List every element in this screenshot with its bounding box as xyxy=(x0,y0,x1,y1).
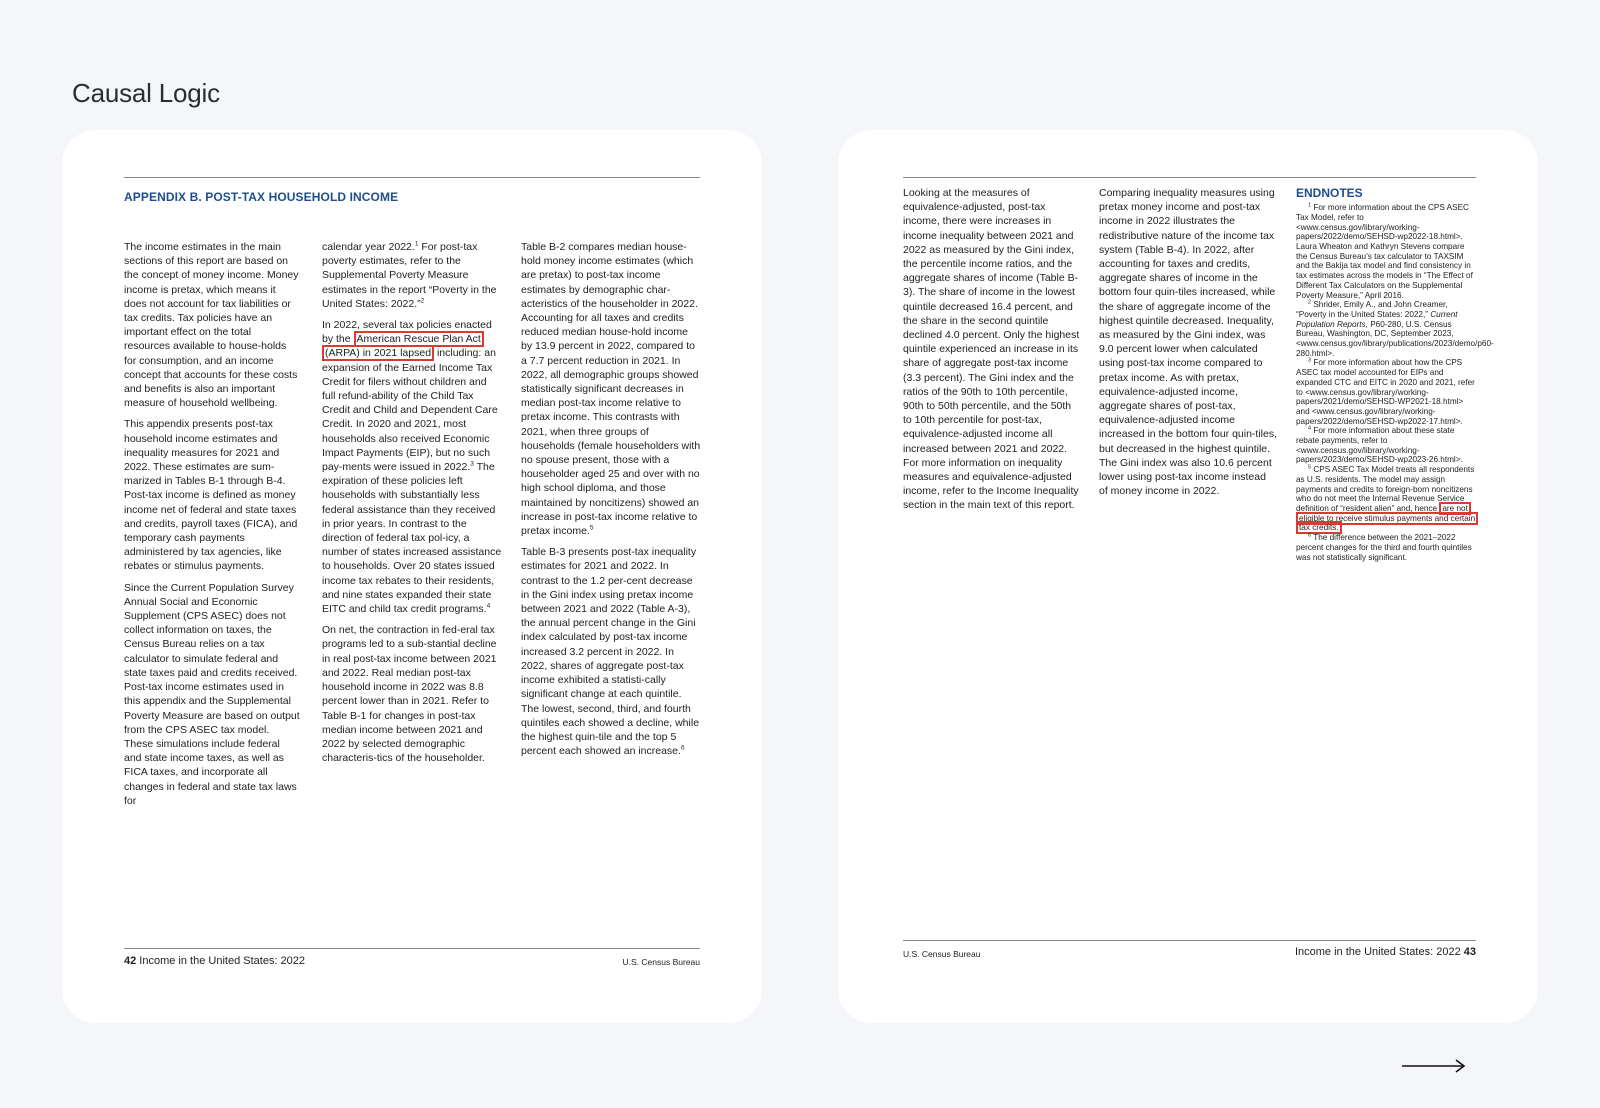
footer-title: 42 Income in the United States: 2022 xyxy=(124,955,306,967)
paragraph: The income estimates in the main sections of this report are based on the concept of money income. Money income is pretax, which means it does not account for tax liabilities or tax credits. Tax policies have an important effect on the total resources available to house-holds for consumption, and an income concept that accounts for these costs and benefits is also an important measure of household wellbeing. xyxy=(124,241,299,410)
right-col-2 xyxy=(1099,186,1277,505)
right-col-1 xyxy=(903,186,1081,520)
footer-rule xyxy=(903,940,1476,941)
left-page-card xyxy=(62,130,762,1023)
left-col-1 xyxy=(124,240,300,815)
paragraph: calendar year 2022.$^1$ For post-tax poverty estimates, refer to the Supplemental Poverty Measure estimates in the report “Poverty in the United States: 2022.”$^2$ xyxy=(322,240,497,310)
footer-publisher: U.S. Census Bureau xyxy=(903,949,981,959)
paragraph: Looking at the measures of equivalence-adjusted, post-tax income, there were increases in income inequality between 2021 and 2022 as measured by the Gini index, the percentile income ratios, and the aggregate shares of income (Table B-3). The share of income in the lowest quintile decreased 16.4 percent, and the share in the second quintile declined 4.0 percent. Only the highest quintile experienced an increase in its share of aggregate post-tax income (3.3 percent). The Gini index and the ratios of the 90th to 10th percentile, 90th to 50th percentile, and the 50th to 10th percentile for post-tax, equivalence-adjusted income all increased between 2021 and 2022. For more information on inequality measures and equivalence-adjusted income, refer to the Income Inequality section in the main text of this report. xyxy=(903,187,1080,512)
endnote: $^5$ CPS ASEC Tax Model treats all respondents as U.S. residents. The model may assign payments and credits to foreign-born noncitizens who do not meet the Internal Revenue Service definition of “resident alien” and, hence are not eligible to receive stimulus payments and certain tax credits. xyxy=(1296,465,1476,533)
left-col-2 xyxy=(322,240,502,772)
paragraph: On net, the contraction in fed-eral tax programs led to a sub-stantial decline in real post-tax income between 2021 and 2022. Real median post-tax household income in 2022 was 8.8 percent lower than in 2021. Refer to Table B-1 for changes in post-tax median income between 2021 and 2022 by selected demographic characteris-tics of the householder. xyxy=(322,624,497,765)
highlight-box: American Rescue Plan Act (ARPA) in 2021 lapsed xyxy=(322,331,484,361)
top-rule xyxy=(124,177,700,178)
endnotes-title: ENDNOTES xyxy=(1296,186,1363,200)
endnote: $^4$ For more information about these state rebate payments, refer to <www.census.gov/library/working-papers/2023/demo/SEHSD-wp2023-26.html>. xyxy=(1296,425,1463,465)
page-title: Causal Logic xyxy=(72,78,220,108)
paragraph: Table B-2 compares median house-hold money income estimates (which are pretax) to post-tax income estimates by demographic char-acteristics of the householder in 2022. Accounting for all taxes and credits reduced median house-hold income by 13.9 percent in 2022, compared to a 7.7 percent reduction in 2021. In 2022, all demographic groups showed statistically significant decreases in median post-tax income relative to pretax income. This contrasts with 2021, when three groups of households (female householders with no spouse present, those with a householder aged 25 and over with no high school diploma, and those maintained by noncitizens) showed an increase in post-tax income relative to pretax income.$^5$ xyxy=(521,241,701,538)
arrow-right-icon[interactable] xyxy=(1402,1058,1466,1074)
paragraph: In 2022, several tax policies enacted by the American Rescue Plan Act (ARPA) in 2021 lapsed including: an expansion of the Earned Income Tax Credit for filers without children and full refund-ability of the Child Tax Credit and Child and Dependent Care Credit. In 2020 and 2021, most households also received Economic Impact Payments (EIP), but no such pay-ments were issued in 2022.$^3$ The expiration of these policies left households with substantially less federal assistance than they received in prior years. In contrast to the direction of federal tax pol-icy, a number of states increased assistance to households. Over 20 states issued income tax rebates to their residents, and nine states expanded their state EITC and child tax credit programs.$^4$ xyxy=(322,319,502,616)
paragraph: Table B-3 presents post-tax inequality estimates for 2021 and 2022. In contrast to the 1.2 per-cent decrease in the Gini index using pretax income between 2021 and 2022 (Table A-3), the annual percent change in the Gini index calculated by post-tax income increased 3.2 percent in 2022. In 2022, shares of aggregate post-tax income exhibited a statisti-cally significant change at each quintile. The lowest, second, third, and fourth quintiles each showed a decline, while the highest quin-tile and the top 5 percent each showed an increase.$^6$ xyxy=(521,546,700,758)
footer-rule xyxy=(124,948,700,949)
highlight-box: are not eligible to receive stimulus payments and certain tax credits. xyxy=(1296,502,1478,534)
endnotes xyxy=(1296,186,1494,562)
left-col-3 xyxy=(521,240,701,765)
paragraph: Since the Current Population Survey Annual Social and Economic Supplement (CPS ASEC) does not collect information on taxes, the Census Bureau relies on a tax calculator to simulate federal and state taxes paid and credits received. Post-tax income estimates used in this appendix and the Supplemental Poverty Measure are based on output from the CPS ASEC tax model. These simulations include federal and state income taxes, as well as FICA taxes, and incorporate all changes in federal and state tax laws for xyxy=(124,581,300,807)
footer-title: Income in the United States: 2022 43 xyxy=(1294,946,1476,958)
footer-publisher: U.S. Census Bureau xyxy=(622,957,700,967)
paragraph: Comparing inequality measures using pretax money income and post-tax income in 2022 illustrates the redistributive nature of the income tax system (Table B-4). In 2022, after accounting for taxes and credits, aggregate shares of income in the bottom four quin-tiles increased, while the share of aggregate income of the highest quintile decreased. Inequality, as measured by the Gini index, was 9.0 percent lower when calculated using post-tax income compared to pretax income. As with pretax, equivalence-adjusted income, aggregate shares of post-tax, equivalence-adjusted income increased in the bottom four quin-tiles, but decreased in the highest quintile. The Gini index was also 10.6 percent lower using post-tax income instead of money income in 2022. xyxy=(1099,187,1278,498)
endnote: $^2$ Shrider, Emily A., and John Creamer, “Poverty in the United States: 2022,” Current Population Reports, P60-280, U.S. Census Bureau, Washington, DC, September 2023, <www.census.gov/library/publications/2023/demo/p60-280.html>. xyxy=(1296,299,1494,358)
paragraph: This appendix presents post-tax household income estimates and inequality measures for 2021 and 2022. These estimates are sum-marized in Tables B-1 through B-4. Post-tax income is defined as money income net of federal and state taxes and credits, payroll taxes (FICA), and temporary cash payments administered by tax agencies, like rebates or stimulus payments. xyxy=(124,418,298,573)
right-page-card xyxy=(838,130,1538,1023)
appendix-title: APPENDIX B. POST-TAX HOUSEHOLD INCOME xyxy=(124,190,399,204)
endnote: $^3$ For more information about how the CPS ASEC tax model accounted for EIPs and expanded CTC and EITC in 2020 and 2021, refer to <www.census.gov/library/working-papers/2021/demo/SEHSD-WP2021-18.html> and <www.census.gov/library/working-papers/2022/demo/SEHSD-wp2022-17.html>. xyxy=(1296,357,1475,426)
top-rule xyxy=(903,177,1476,178)
endnote: $^1$ For more information about the CPS ASEC Tax Model, refer to <www.census.gov/library/working-papers/2022/demo/SEHSD-wp2022-18.html>. Laura Wheaton and Kathryn Stevens compare the Census Bureau’s tax calculator to TAXSIM and the Bakija tax model and find consistency in tax estimates across the models in “The Effect of Different Tax Calculators on the Supplemental Poverty Measure,” April 2016. xyxy=(1296,202,1473,300)
endnote: $^6$ The difference between the 2021–2022 percent changes for the third and fourth quintiles was not statistically significant. xyxy=(1296,532,1472,562)
